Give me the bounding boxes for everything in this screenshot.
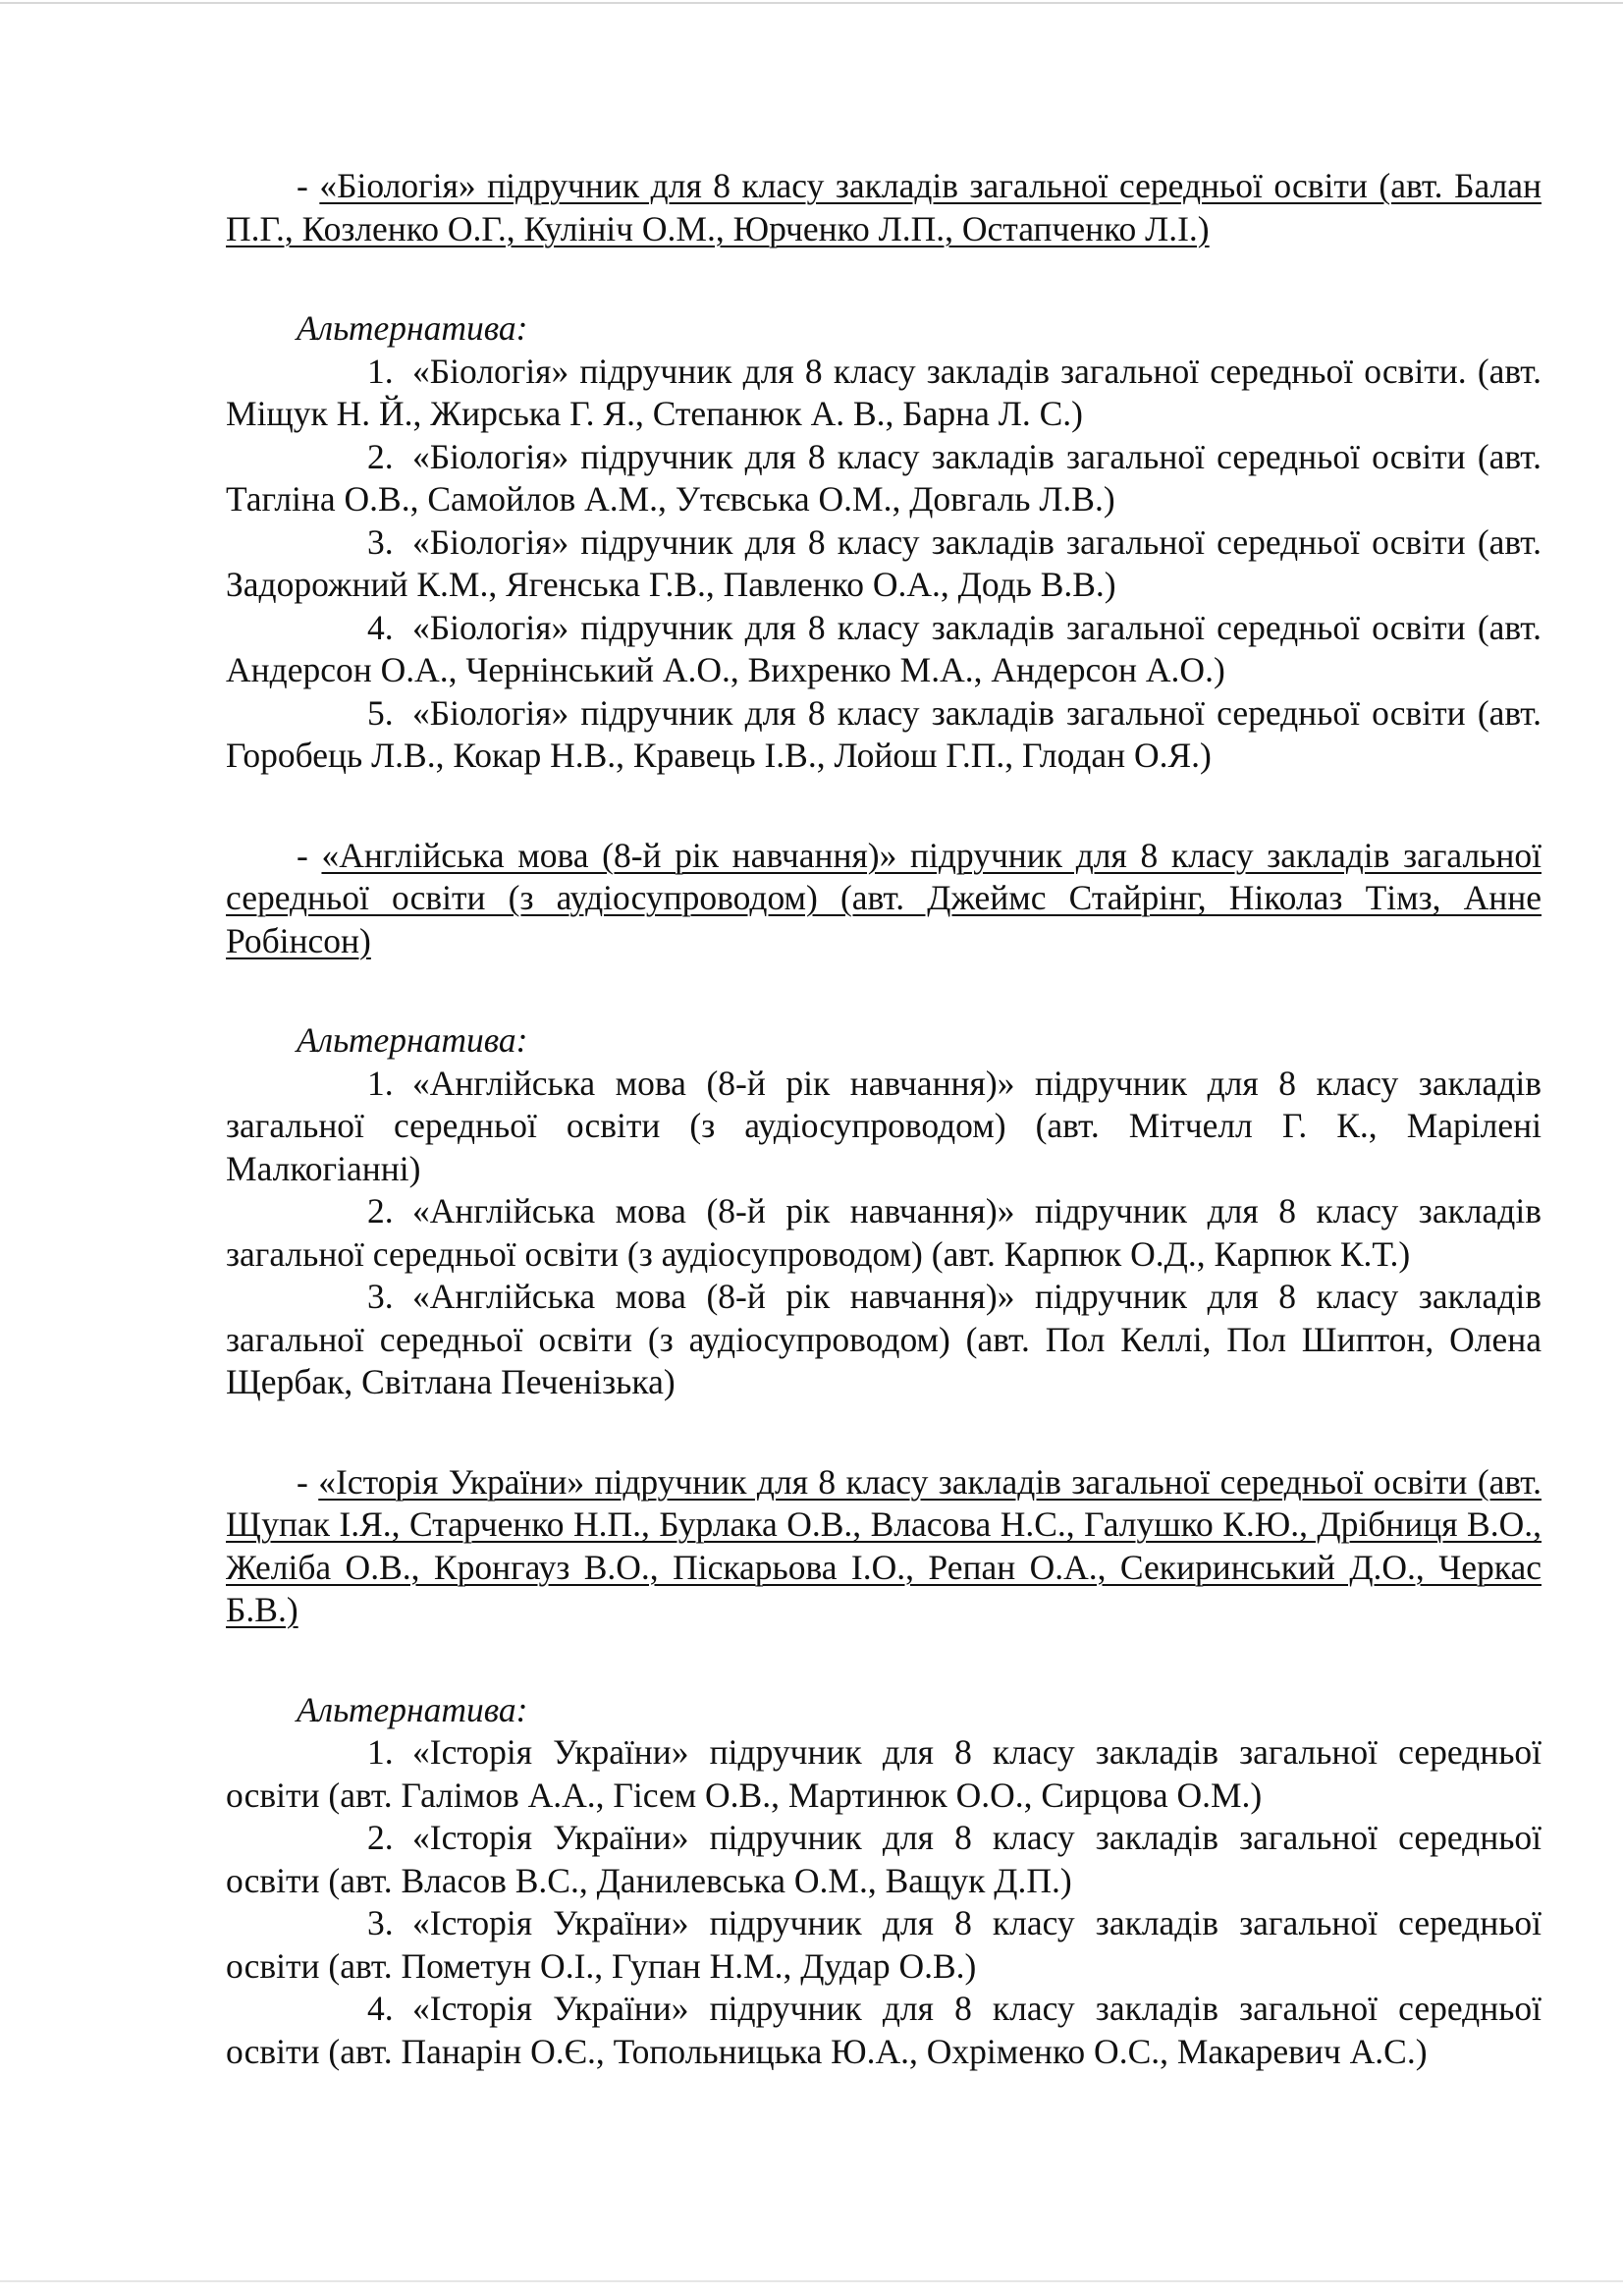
item-text: «Англійська мова (8-й рік навчання)» підручник для 8 класу закладів загальної середньої освіти (з аудіосупроводом) (авт. Карпюк О.Д., Карпюк К.Т.) xyxy=(226,1191,1542,1274)
textbook-section-biology xyxy=(226,165,1542,778)
textbook-section-history xyxy=(226,1461,1542,2074)
item-text: «Біологія» підручник для 8 класу закладів загальної середньої освіти (авт. Горобець Л.В., Кокар Н.В., Кравець І.В., Лойош Г.П., Глодан О.Я.) xyxy=(226,692,1542,775)
document-page xyxy=(226,165,1542,2073)
section-spacer xyxy=(226,1404,1542,1461)
primary-textbook-entry xyxy=(226,1461,1542,1632)
alternatives-list xyxy=(226,1731,1542,2073)
scan-bottom-edge xyxy=(0,2280,1623,2282)
alternative-item xyxy=(226,1731,1542,1817)
scan-top-edge xyxy=(0,2,1623,4)
alternatives-list xyxy=(226,351,1542,778)
item-number: 5. xyxy=(367,692,394,733)
entry-dash: - xyxy=(297,835,322,875)
item-number: 4. xyxy=(367,1989,394,2028)
primary-textbook-entry xyxy=(226,835,1542,963)
item-text: «Біологія» підручник для 8 класу закладів загальної середньої освіти (авт. Андерсон О.А., Чернінський А.О., Вихренко М.А., Андерсон А.О.) xyxy=(226,607,1542,689)
item-text: «Англійська мова (8-й рік навчання)» підручник для 8 класу закладів загальної середньої освіти (з аудіосупроводом) (авт. Мітчелл Г. К., Марілені Малкогіанні) xyxy=(226,1063,1542,1188)
item-text: «Історія України» підручник для 8 класу закладів загальної середньої освіти (авт. Галімов А.А., Гісем О.В., Мартинюк О.О., Сирцова О.М.) xyxy=(226,1732,1542,1815)
textbook-section-english xyxy=(226,835,1542,1404)
item-number: 2. xyxy=(367,1818,394,1857)
item-text: «Історія України» підручник для 8 класу закладів загальної середньої освіти (авт. Пометун О.І., Гупан Н.М., Дудар О.В.) xyxy=(226,1903,1542,1986)
primary-textbook-title: «Англійська мова (8-й рік навчання)» підручник для 8 класу закладів загальної середньої освіти (з аудіосупроводом) (авт. Джеймс Стайрінг, Ніколаз Тімз, Анне Робінсон) xyxy=(226,835,1542,960)
item-number: 4. xyxy=(367,607,394,647)
item-text: «Історія України» підручник для 8 класу закладів загальної середньої освіти (авт. Власов В.С., Данилевська О.М., Ващук Д.П.) xyxy=(226,1818,1542,1900)
item-text: «Біологія» підручник для 8 класу закладів загальної середньої освіти (авт. Тагліна О.В., Самойлов А.М., Утєвська О.М., Довгаль Л.В.) xyxy=(226,436,1542,519)
primary-textbook-title: «Історія України» підручник для 8 класу закладів загальної середньої освіти (авт. Щупак І.Я., Старченко Н.П., Бурлака О.В., Власова Н.С., Галушко К.Ю., Дрібниця В.О., Желіба О.В., Кронгауз В.О., Піскарьова І.О., Репан О.А., Секиринський Д.О., Черкас Б.В.) xyxy=(226,1461,1542,1629)
item-text: «Англійська мова (8-й рік навчання)» підручник для 8 класу закладів загальної середньої освіти (з аудіосупроводом) (авт. Пол Келлі, Пол Шиптон, Олена Щербак, Світлана Печенізька) xyxy=(226,1277,1542,1401)
item-number: 2. xyxy=(367,1191,394,1230)
alternative-item xyxy=(226,1063,1542,1191)
item-number: 1. xyxy=(367,1063,394,1103)
alternative-item xyxy=(226,351,1542,436)
entry-dash: - xyxy=(297,1461,319,1502)
alternative-heading: Альтернатива: xyxy=(297,308,528,348)
section-spacer xyxy=(226,778,1542,835)
alternative-item xyxy=(226,692,1542,778)
alternative-item xyxy=(226,1276,1542,1404)
alternative-item xyxy=(226,1817,1542,1902)
alternative-item xyxy=(226,1988,1542,2073)
alternative-item xyxy=(226,1902,1542,1988)
item-number: 2. xyxy=(367,436,394,476)
alternatives-list xyxy=(226,1063,1542,1404)
entry-dash: - xyxy=(297,166,320,205)
alternative-heading: Альтернатива: xyxy=(297,1689,528,1729)
alternative-item xyxy=(226,521,1542,607)
item-number: 3. xyxy=(367,1277,394,1316)
alternative-item xyxy=(226,1190,1542,1276)
item-number: 1. xyxy=(367,1732,394,1772)
primary-textbook-entry xyxy=(226,165,1542,250)
item-number: 1. xyxy=(367,351,394,391)
alternative-item xyxy=(226,436,1542,521)
alternative-item xyxy=(226,607,1542,692)
item-text: «Біологія» підручник для 8 класу закладів загальної середньої освіти. (авт. Міщук Н. Й., Жирська Г. Я., Степанюк А. В., Барна Л. С.) xyxy=(226,351,1542,433)
item-number: 3. xyxy=(367,521,394,562)
item-text: «Біологія» підручник для 8 класу закладів загальної середньої освіти (авт. Задорожний К.М., Ягенська Г.В., Павленко О.А., Додь В.В.) xyxy=(226,521,1542,604)
primary-textbook-title: «Біологія» підручник для 8 класу закладів загальної середньої освіти (авт. Балан П.Г., Козленко О.Г., Кулініч О.М., Юрченко Л.П., Остапченко Л.І.) xyxy=(226,166,1542,248)
alternative-heading: Альтернатива: xyxy=(297,1020,528,1060)
item-text: «Історія України» підручник для 8 класу закладів загальної середньої освіти (авт. Панарін О.Є., Топольницька Ю.А., Охріменко О.С., Макаревич А.С.) xyxy=(226,1989,1542,2071)
item-number: 3. xyxy=(367,1903,394,1942)
